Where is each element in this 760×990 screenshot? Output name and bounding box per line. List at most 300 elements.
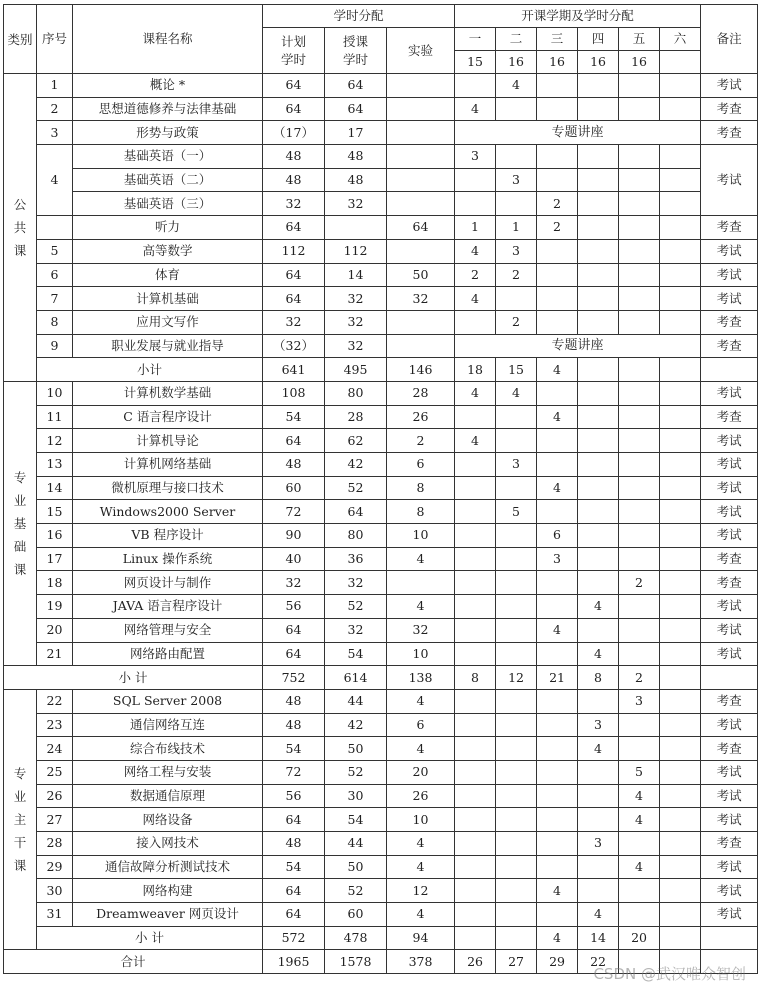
lab-hours (387, 168, 455, 192)
subtotal-label: 小计 (37, 358, 263, 382)
header-semester-4: 四 (578, 28, 619, 51)
lecture-hours: 42 (325, 453, 387, 477)
semester-5-hours (619, 381, 660, 405)
semester-6-hours (660, 832, 701, 856)
planned-hours: 40 (263, 547, 325, 571)
table-row (4, 713, 758, 737)
semester-3-hours (537, 642, 578, 666)
semester-1-hours (455, 595, 496, 619)
assessment-type: 考试 (701, 808, 758, 832)
header-semester-1: 一 (455, 28, 496, 51)
semester-2-hours: 3 (496, 453, 537, 477)
row-seq: 30 (37, 879, 73, 903)
assessment-type: 考试 (701, 595, 758, 619)
assessment-type: 考试 (701, 760, 758, 784)
semester-2-hours (496, 832, 537, 856)
course-name: C 语言程序设计 (73, 405, 263, 429)
header-lab-hours: 实验 (387, 28, 455, 74)
row-seq: 13 (37, 453, 73, 477)
semester-6-total (660, 358, 701, 382)
semester-6-total (660, 666, 701, 690)
lecture-hours: 54 (325, 642, 387, 666)
row-seq: 14 (37, 476, 73, 500)
semester-2-hours: 2 (496, 310, 537, 334)
lab-hours (387, 192, 455, 216)
course-name: 基础英语（二） (73, 168, 263, 192)
lab-hours (387, 74, 455, 98)
semester-2-hours (496, 97, 537, 121)
course-name: 体育 (73, 263, 263, 287)
semester-5-hours: 4 (619, 808, 660, 832)
semester-5-hours (619, 97, 660, 121)
subtotal-row (4, 666, 758, 690)
lecture-hours: 44 (325, 832, 387, 856)
semester-6-hours (660, 547, 701, 571)
semester-3-hours (537, 97, 578, 121)
planned-hours: 72 (263, 760, 325, 784)
row-seq: 22 (37, 689, 73, 713)
semester-2-total (496, 926, 537, 950)
assessment-type: 考试 (701, 287, 758, 311)
lab-hours-total: 94 (387, 926, 455, 950)
semester-1-grand-total: 26 (455, 950, 496, 974)
semester-4-hours (578, 760, 619, 784)
subtotal-label: 小 计 (4, 666, 263, 690)
lecture-hours (325, 216, 387, 240)
assessment-type: 考试 (701, 429, 758, 453)
semester-3-hours (537, 713, 578, 737)
assessment-type: 考试 (701, 476, 758, 500)
assessment-type: 考试 (701, 500, 758, 524)
semester-6-hours (660, 216, 701, 240)
table-row (4, 453, 758, 477)
semester-5-hours: 4 (619, 855, 660, 879)
lecture-hours: 52 (325, 879, 387, 903)
row-seq: 1 (37, 74, 73, 98)
assessment-type: 考查 (701, 547, 758, 571)
semester-1-hours (455, 168, 496, 192)
header-weeks-2: 16 (496, 51, 537, 74)
planned-hours: 108 (263, 381, 325, 405)
semester-4-hours (578, 405, 619, 429)
planned-hours: 54 (263, 855, 325, 879)
lab-hours: 32 (387, 618, 455, 642)
semester-4-hours: 4 (578, 595, 619, 619)
semester-2-hours (496, 595, 537, 619)
semester-3-hours (537, 903, 578, 927)
lecture-hours-grand-total: 1578 (325, 950, 387, 974)
semester-1-hours (455, 903, 496, 927)
lab-hours: 4 (387, 595, 455, 619)
semester-2-hours (496, 145, 537, 169)
semester-2-hours: 3 (496, 239, 537, 263)
header-hours-group: 学时分配 (263, 5, 455, 28)
semester-3-hours (537, 263, 578, 287)
table-row (4, 642, 758, 666)
subtotal-remark (701, 358, 758, 382)
semester-6-hours (660, 500, 701, 524)
table-row (4, 287, 758, 311)
table-row (4, 808, 758, 832)
table-row (4, 784, 758, 808)
semester-3-hours (537, 145, 578, 169)
lab-hours: 8 (387, 476, 455, 500)
lecture-hours: 54 (325, 808, 387, 832)
semester-5-hours (619, 429, 660, 453)
table-row (4, 334, 758, 358)
semester-2-hours (496, 192, 537, 216)
semester-2-hours (496, 476, 537, 500)
semester-2-hours: 1 (496, 216, 537, 240)
semester-3-hours (537, 595, 578, 619)
semester-6-hours (660, 642, 701, 666)
lecture-hours: 60 (325, 903, 387, 927)
assessment-type: 考试 (701, 784, 758, 808)
row-seq (37, 216, 73, 240)
semester-3-hours: 4 (537, 879, 578, 903)
planned-hours-total: 641 (263, 358, 325, 382)
semester-2-hours (496, 689, 537, 713)
table-row (4, 737, 758, 761)
semester-2-hours (496, 524, 537, 548)
semester-2-hours: 3 (496, 168, 537, 192)
lab-hours: 12 (387, 879, 455, 903)
lecture-hours-total: 495 (325, 358, 387, 382)
semester-5-hours (619, 453, 660, 477)
header-lecture-hours: 授课学时 (325, 28, 387, 74)
semester-5-hours (619, 310, 660, 334)
semester-3-total: 21 (537, 666, 578, 690)
lecture-hours: 32 (325, 334, 387, 358)
category-foundation (4, 381, 37, 665)
semester-6-hours (660, 855, 701, 879)
row-seq: 28 (37, 832, 73, 856)
row-seq: 5 (37, 239, 73, 263)
semester-1-hours (455, 737, 496, 761)
header-semester-2: 二 (496, 28, 537, 51)
semester-2-hours (496, 713, 537, 737)
semester-5-hours (619, 168, 660, 192)
lab-hours: 26 (387, 784, 455, 808)
semester-1-hours (455, 713, 496, 737)
course-name: 网络工程与安装 (73, 760, 263, 784)
semester-1-hours (455, 618, 496, 642)
semester-4-hours (578, 689, 619, 713)
grand-total-remark (701, 950, 758, 974)
semester-3-hours (537, 168, 578, 192)
row-seq: 7 (37, 287, 73, 311)
semester-1-hours (455, 642, 496, 666)
semester-3-hours: 6 (537, 524, 578, 548)
lecture-hours: 32 (325, 571, 387, 595)
row-seq: 29 (37, 855, 73, 879)
lecture-hours: 80 (325, 524, 387, 548)
semester-2-grand-total: 27 (496, 950, 537, 974)
lecture-hours: 42 (325, 713, 387, 737)
course-name: SQL Server 2008 (73, 689, 263, 713)
semester-5-hours (619, 500, 660, 524)
semester-4-total: 14 (578, 926, 619, 950)
semester-2-hours (496, 287, 537, 311)
semester-1-hours: 2 (455, 263, 496, 287)
lecture-hours: 112 (325, 239, 387, 263)
lecture-hours: 48 (325, 145, 387, 169)
lecture-hours: 30 (325, 784, 387, 808)
semester-4-hours (578, 97, 619, 121)
assessment-type: 考查 (701, 571, 758, 595)
semester-1-hours (455, 405, 496, 429)
semester-3-hours (537, 381, 578, 405)
lab-hours (387, 310, 455, 334)
row-seq: 15 (37, 500, 73, 524)
row-seq: 25 (37, 760, 73, 784)
semester-3-hours (537, 74, 578, 98)
planned-hours: 64 (263, 642, 325, 666)
semester-5-hours: 4 (619, 784, 660, 808)
semester-1-hours (455, 571, 496, 595)
semester-5-total: 2 (619, 666, 660, 690)
semester-1-hours (455, 192, 496, 216)
semester-6-hours (660, 476, 701, 500)
lab-hours (387, 571, 455, 595)
planned-hours-grand-total: 1965 (263, 950, 325, 974)
semester-4-hours (578, 145, 619, 169)
semester-3-hours (537, 760, 578, 784)
semester-5-hours (619, 287, 660, 311)
semester-5-hours: 3 (619, 689, 660, 713)
semester-5-hours (619, 74, 660, 98)
planned-hours: 64 (263, 429, 325, 453)
row-seq: 24 (37, 737, 73, 761)
row-seq: 16 (37, 524, 73, 548)
lab-hours: 4 (387, 832, 455, 856)
course-name: 接入网技术 (73, 832, 263, 856)
semester-5-total (619, 358, 660, 382)
table-row (4, 595, 758, 619)
semester-4-hours (578, 453, 619, 477)
row-seq: 2 (37, 97, 73, 121)
planned-hours: 112 (263, 239, 325, 263)
header-weeks-6 (660, 51, 701, 74)
semester-2-total: 12 (496, 666, 537, 690)
assessment-type: 考查 (701, 405, 758, 429)
semester-1-hours: 4 (455, 239, 496, 263)
table-row (4, 405, 758, 429)
semester-6-hours (660, 760, 701, 784)
semester-4-hours (578, 310, 619, 334)
header-seq: 序号 (37, 5, 73, 74)
course-name: 数据通信原理 (73, 784, 263, 808)
semester-6-hours (660, 97, 701, 121)
semester-5-hours (619, 903, 660, 927)
semester-1-hours: 4 (455, 287, 496, 311)
planned-hours: 48 (263, 832, 325, 856)
semester-6-hours (660, 310, 701, 334)
semester-2-hours (496, 903, 537, 927)
semester-4-hours (578, 287, 619, 311)
semester-6-hours (660, 381, 701, 405)
semester-5-hours (619, 216, 660, 240)
semester-4-hours (578, 808, 619, 832)
semester-4-hours (578, 74, 619, 98)
row-seq: 6 (37, 263, 73, 287)
assessment-type: 考查 (701, 121, 758, 145)
semester-5-total: 20 (619, 926, 660, 950)
lecture-hours: 52 (325, 760, 387, 784)
course-name: 计算机基础 (73, 287, 263, 311)
table-row (4, 476, 758, 500)
lecture-hours: 62 (325, 429, 387, 453)
lab-hours (387, 97, 455, 121)
semester-5-grand-total (619, 950, 660, 974)
header-weeks-3: 16 (537, 51, 578, 74)
semester-1-hours (455, 879, 496, 903)
subtotal-row (4, 358, 758, 382)
planned-hours: 48 (263, 145, 325, 169)
assessment-type: 考试 (701, 381, 758, 405)
semester-4-hours (578, 571, 619, 595)
table-row (4, 832, 758, 856)
lecture-hours-total: 614 (325, 666, 387, 690)
table-row (4, 760, 758, 784)
semester-1-hours: 4 (455, 429, 496, 453)
planned-hours: 64 (263, 263, 325, 287)
semester-3-hours (537, 808, 578, 832)
lab-hours: 4 (387, 737, 455, 761)
course-name: 网络路由配置 (73, 642, 263, 666)
semester-2-hours (496, 784, 537, 808)
semester-5-hours (619, 595, 660, 619)
course-name: 网络管理与安全 (73, 618, 263, 642)
semester-2-hours (496, 571, 537, 595)
table-row (4, 74, 758, 98)
lab-hours: 32 (387, 287, 455, 311)
assessment-type: 考试 (701, 618, 758, 642)
course-name: 计算机导论 (73, 429, 263, 453)
category-core (4, 689, 37, 950)
table-row (4, 547, 758, 571)
lecture-hours: 44 (325, 689, 387, 713)
course-name: 应用文写作 (73, 310, 263, 334)
planned-hours: 64 (263, 618, 325, 642)
lab-hours-total: 146 (387, 358, 455, 382)
semester-3-hours: 4 (537, 405, 578, 429)
curriculum-body (4, 74, 758, 974)
lecture-hours: 50 (325, 855, 387, 879)
planned-hours: 56 (263, 784, 325, 808)
lecture-hours: 64 (325, 74, 387, 98)
semester-3-hours (537, 287, 578, 311)
semester-2-hours: 4 (496, 381, 537, 405)
row-seq: 23 (37, 713, 73, 737)
semester-5-hours (619, 618, 660, 642)
semester-1-hours: 1 (455, 216, 496, 240)
semester-6-hours (660, 524, 701, 548)
planned-hours: 64 (263, 879, 325, 903)
header-category: 类别 (4, 5, 37, 74)
course-name: 基础英语（三） (73, 192, 263, 216)
lecture-hours: 28 (325, 405, 387, 429)
row-seq: 19 (37, 595, 73, 619)
row-seq: 27 (37, 808, 73, 832)
subtotal-label: 小 计 (37, 926, 263, 950)
course-name: 网络设备 (73, 808, 263, 832)
course-name: 基础英语（一） (73, 145, 263, 169)
semester-6-hours (660, 903, 701, 927)
semester-6-hours (660, 571, 701, 595)
planned-hours: 90 (263, 524, 325, 548)
header-semester-6: 六 (660, 28, 701, 51)
course-name: 职业发展与就业指导 (73, 334, 263, 358)
lecture-hours: 36 (325, 547, 387, 571)
special-lecture-note: 专题讲座 (455, 334, 701, 358)
lab-hours: 4 (387, 903, 455, 927)
planned-hours: 54 (263, 737, 325, 761)
semester-4-hours (578, 476, 619, 500)
planned-hours: 48 (263, 689, 325, 713)
semester-5-hours (619, 263, 660, 287)
course-name: VB 程序设计 (73, 524, 263, 548)
semester-4-total: 8 (578, 666, 619, 690)
assessment-type: 考查 (701, 737, 758, 761)
semester-1-hours (455, 760, 496, 784)
planned-hours: 60 (263, 476, 325, 500)
special-lecture-note: 专题讲座 (455, 121, 701, 145)
semester-1-hours (455, 832, 496, 856)
curriculum-table (3, 4, 758, 974)
semester-3-hours (537, 310, 578, 334)
semester-6-hours (660, 145, 701, 169)
course-name: 综合布线技术 (73, 737, 263, 761)
semester-5-hours (619, 405, 660, 429)
semester-5-hours (619, 476, 660, 500)
semester-1-hours (455, 808, 496, 832)
lecture-hours: 80 (325, 381, 387, 405)
semester-2-hours (496, 855, 537, 879)
semester-1-hours (455, 74, 496, 98)
lecture-hours: 50 (325, 737, 387, 761)
lecture-hours: 52 (325, 595, 387, 619)
semester-4-hours: 4 (578, 737, 619, 761)
semester-4-hours: 3 (578, 713, 619, 737)
table-row (4, 310, 758, 334)
semester-6-grand-total (660, 950, 701, 974)
semester-4-hours (578, 381, 619, 405)
semester-4-total (578, 358, 619, 382)
semester-5-hours (619, 524, 660, 548)
planned-hours: 64 (263, 97, 325, 121)
semester-3-grand-total: 29 (537, 950, 578, 974)
row-seq: 8 (37, 310, 73, 334)
subtotal-remark (701, 666, 758, 690)
semester-1-hours (455, 453, 496, 477)
semester-5-hours (619, 239, 660, 263)
lecture-hours: 64 (325, 97, 387, 121)
planned-hours: （17） (263, 121, 325, 145)
assessment-type: 考查 (701, 216, 758, 240)
course-name: Dreamweaver 网页设计 (73, 903, 263, 927)
row-seq: 9 (37, 334, 73, 358)
course-name: 形势与政策 (73, 121, 263, 145)
semester-5-hours (619, 713, 660, 737)
course-name: 计算机网络基础 (73, 453, 263, 477)
semester-3-hours (537, 855, 578, 879)
table-row (4, 192, 758, 216)
semester-4-hours (578, 239, 619, 263)
assessment-type: 考查 (701, 334, 758, 358)
semester-3-hours: 2 (537, 216, 578, 240)
lab-hours: 8 (387, 500, 455, 524)
